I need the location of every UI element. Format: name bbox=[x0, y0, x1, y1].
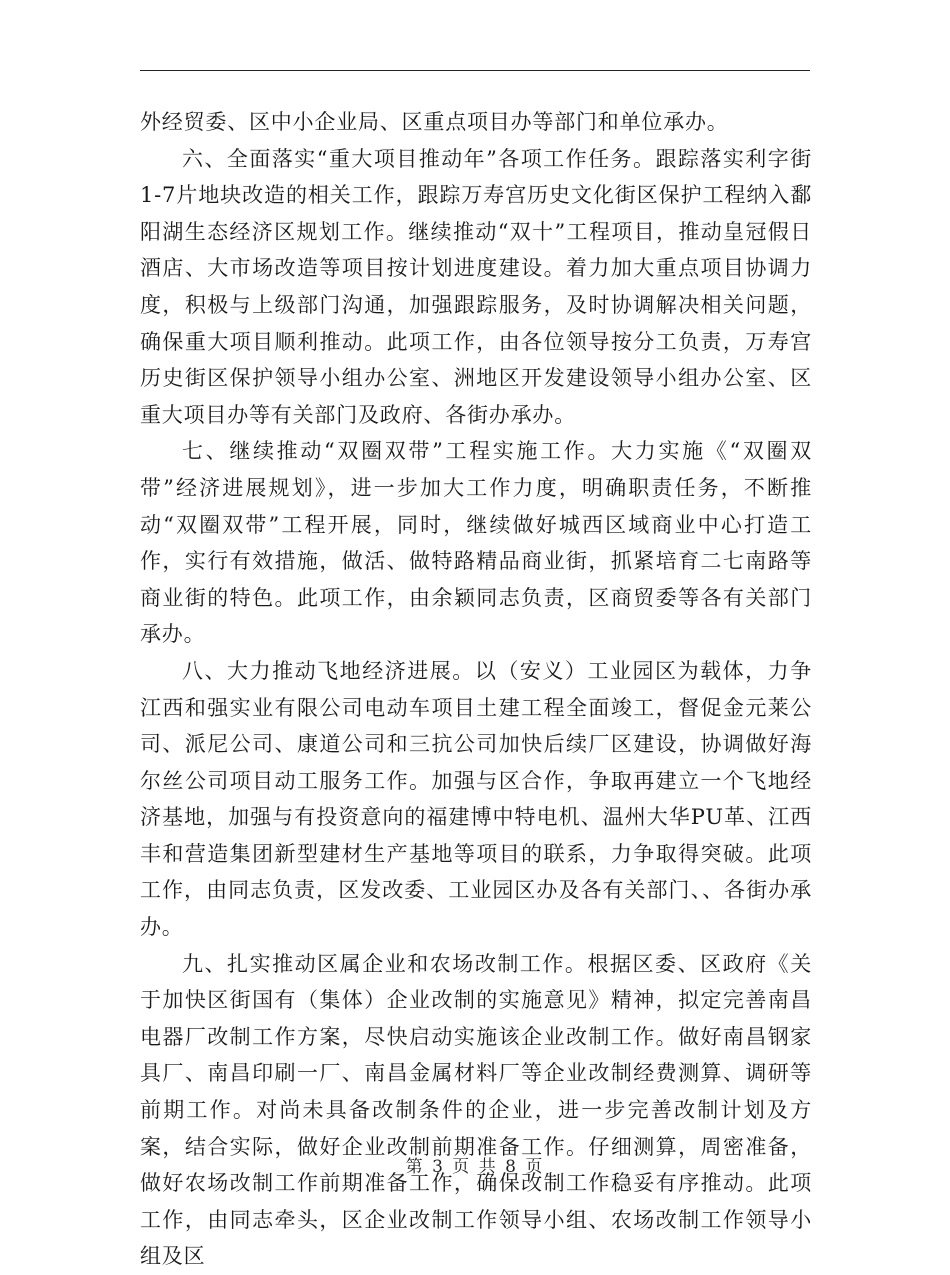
paragraph-continuation: 外经贸委、区中小企业局、区重点项目办等部门和单位承办。 bbox=[140, 110, 729, 134]
page-number-footer: 第 3 页 共 8 页 bbox=[405, 1157, 545, 1177]
paragraph-item-9: 九、扎实推动区属企业和农场改制工作。根据区委、区政府《关于加快区街国有（集体）企业改制的实施意见》精神，拟定完善南昌电器厂改制工作方案，尽快启动实施该企业改制工作。做好南昌钢家具厂、南昌印刷一厂、南昌金属材料厂等企业改制经费测算、调研等前期工作。对尚未具备改制条件的企业，进一步完善改制计划及方案，结合实际，做好企业改制前期准备工作。仔细测算，周密准备，做好农场改制工作前期准备工作，确保改制工作稳妥有序推动。此项工作，由同志牵头，区企业改制工作领导小组、农场改制工作领导小组及区 bbox=[140, 951, 812, 1269]
paragraph-item-7: 七、继续推动“双圈双带”工程实施工作。大力实施《“双圈双带”经济进展规划》，进一步加大工作力度，明确职责任务，不断推动“双圈双带”工程开展，同时，继续做好城西区域商业中心打造工作，实行有效措施，做活、做特路精品商业街，抓紧培育二七南路等商业街的特色。此项工作，由余颖同志负责，区商贸委等各有关部门承办。 bbox=[140, 439, 812, 647]
header-rule bbox=[140, 70, 810, 71]
paragraph-item-6: 六、全面落实“重大项目推动年”各项工作任务。跟踪落实利字街1-7片地块改造的相关工作，跟踪万寿宫历史文化街区保护工程纳入鄱阳湖生态经济区规划工作。继续推动“双十”工程项目，推动皇冠假日酒店、大市场改造等项目按计划进度建设。着力加大重点项目协调力度，积极与上级部门沟通，加强跟踪服务，及时协调解决相关问题，确保重大项目顺利推动。此项工作，由各位领导按分工负责，万寿宫历史街区保护领导小组办公室、洲地区开发建设领导小组办公室、区重大项目办等有关部门及政府、各街办承办。 bbox=[140, 146, 812, 427]
document-body bbox=[140, 104, 812, 1275]
paragraph-item-8: 八、大力推动飞地经济进展。以（安义）工业园区为载体，力争江西和强实业有限公司电动车项目土建工程全面竣工，督促金元莱公司、派尼公司、康道公司和三抗公司加快后续厂区建设，协调做好海尔丝公司项目动工服务工作。加强与区合作，争取再建立一个飞地经济基地，加强与有投资意向的福建博中特电机、温州大华PU革、江西丰和营造集团新型建材生产基地等项目的联系，力争取得突破。此项工作，由同志负责，区发改委、工业园区办及各有关部门、、各街办承办。 bbox=[140, 658, 812, 940]
